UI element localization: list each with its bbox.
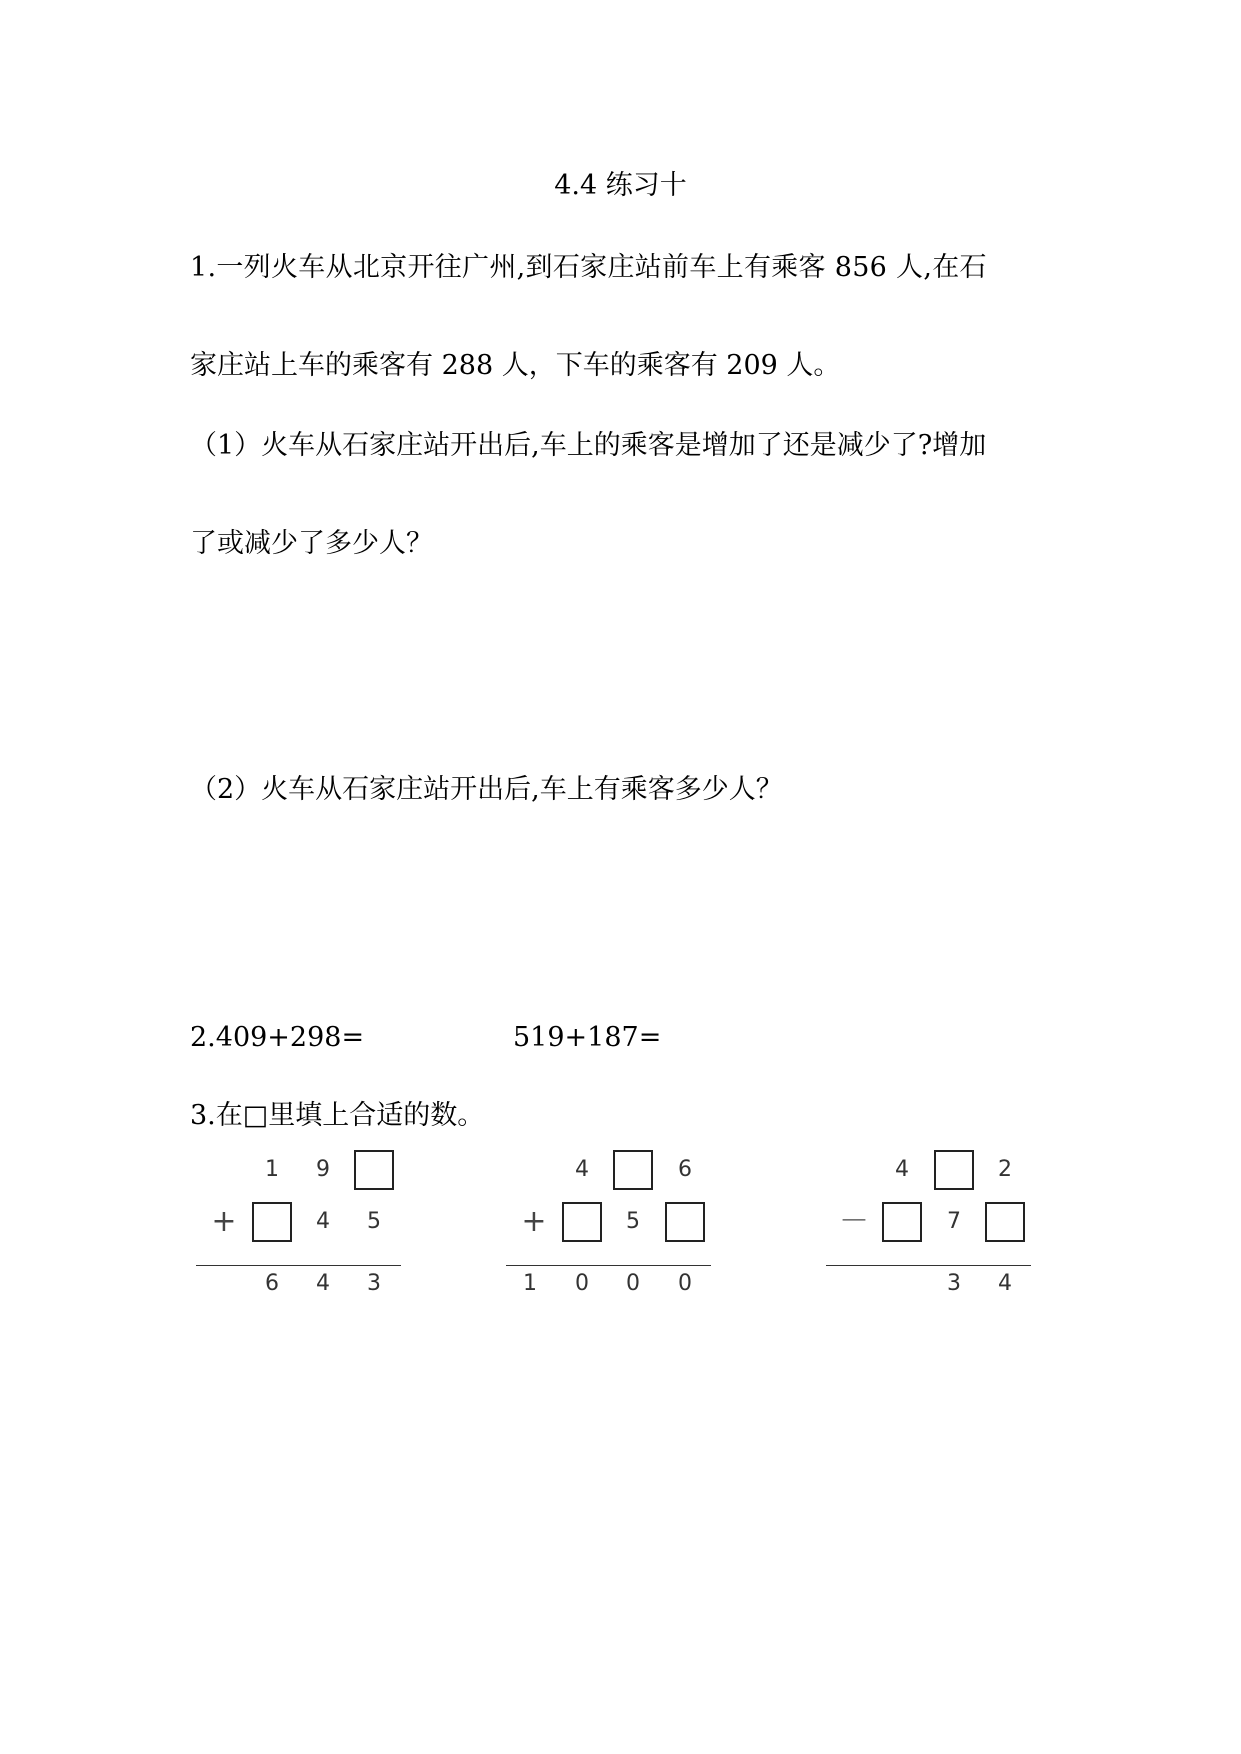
question-1-part-1-line-2: 了或减少了多少人？ [190, 528, 433, 559]
top-digit: 2 [998, 1157, 1012, 1182]
result-digit: 3 [947, 1271, 961, 1296]
sum-line [506, 1265, 711, 1266]
result-digit: 0 [678, 1271, 692, 1296]
answer-box[interactable] [882, 1202, 922, 1242]
sum-line [196, 1265, 401, 1266]
question-3-prompt: 3.在□里填上合适的数。 [190, 1100, 485, 1131]
top-digit: 1 [265, 1157, 279, 1182]
answer-box[interactable] [613, 1150, 653, 1190]
result-digit: 3 [367, 1271, 381, 1296]
answer-box[interactable] [252, 1202, 292, 1242]
answer-box[interactable] [665, 1202, 705, 1242]
result-digit: 0 [575, 1271, 589, 1296]
mid-digit: 7 [947, 1209, 961, 1234]
top-digit: 4 [575, 1157, 589, 1182]
answer-box[interactable] [934, 1150, 974, 1190]
top-digit: 4 [895, 1157, 909, 1182]
sum-line [826, 1265, 1031, 1266]
top-digit: 9 [316, 1157, 330, 1182]
question-1-part-1-line-1: （1）火车从石家庄站开出后,车上的乘客是增加了还是减少了?增加 [190, 430, 987, 461]
answer-box[interactable] [354, 1150, 394, 1190]
mid-digit: 4 [316, 1209, 330, 1234]
operator-sign: － [839, 1204, 869, 1239]
result-digit: 4 [316, 1271, 330, 1296]
top-digit: 6 [678, 1157, 692, 1182]
question-2-expression-b: 519+187= [513, 1022, 662, 1053]
answer-box[interactable] [562, 1202, 602, 1242]
question-1-line-1: 1.一列火车从北京开往广州,到石家庄站前车上有乘客 856 人,在石 [190, 252, 987, 283]
result-digit: 6 [265, 1271, 279, 1296]
mid-digit: 5 [626, 1209, 640, 1234]
page-title: 4.4 练习十 [554, 170, 687, 201]
result-digit: 1 [523, 1271, 537, 1296]
question-1-part-2: （2）火车从石家庄站开出后,车上有乘客多少人？ [190, 774, 783, 805]
answer-box[interactable] [985, 1202, 1025, 1242]
mid-digit: 5 [367, 1209, 381, 1234]
result-digit: 0 [626, 1271, 640, 1296]
result-digit: 4 [998, 1271, 1012, 1296]
operator-sign: + [521, 1204, 547, 1239]
question-2-expression-a: 2.409+298= [190, 1022, 365, 1053]
question-1-line-2: 家庄站上车的乘客有 288 人，下车的乘客有 209 人。 [190, 350, 841, 381]
operator-sign: + [211, 1204, 237, 1239]
